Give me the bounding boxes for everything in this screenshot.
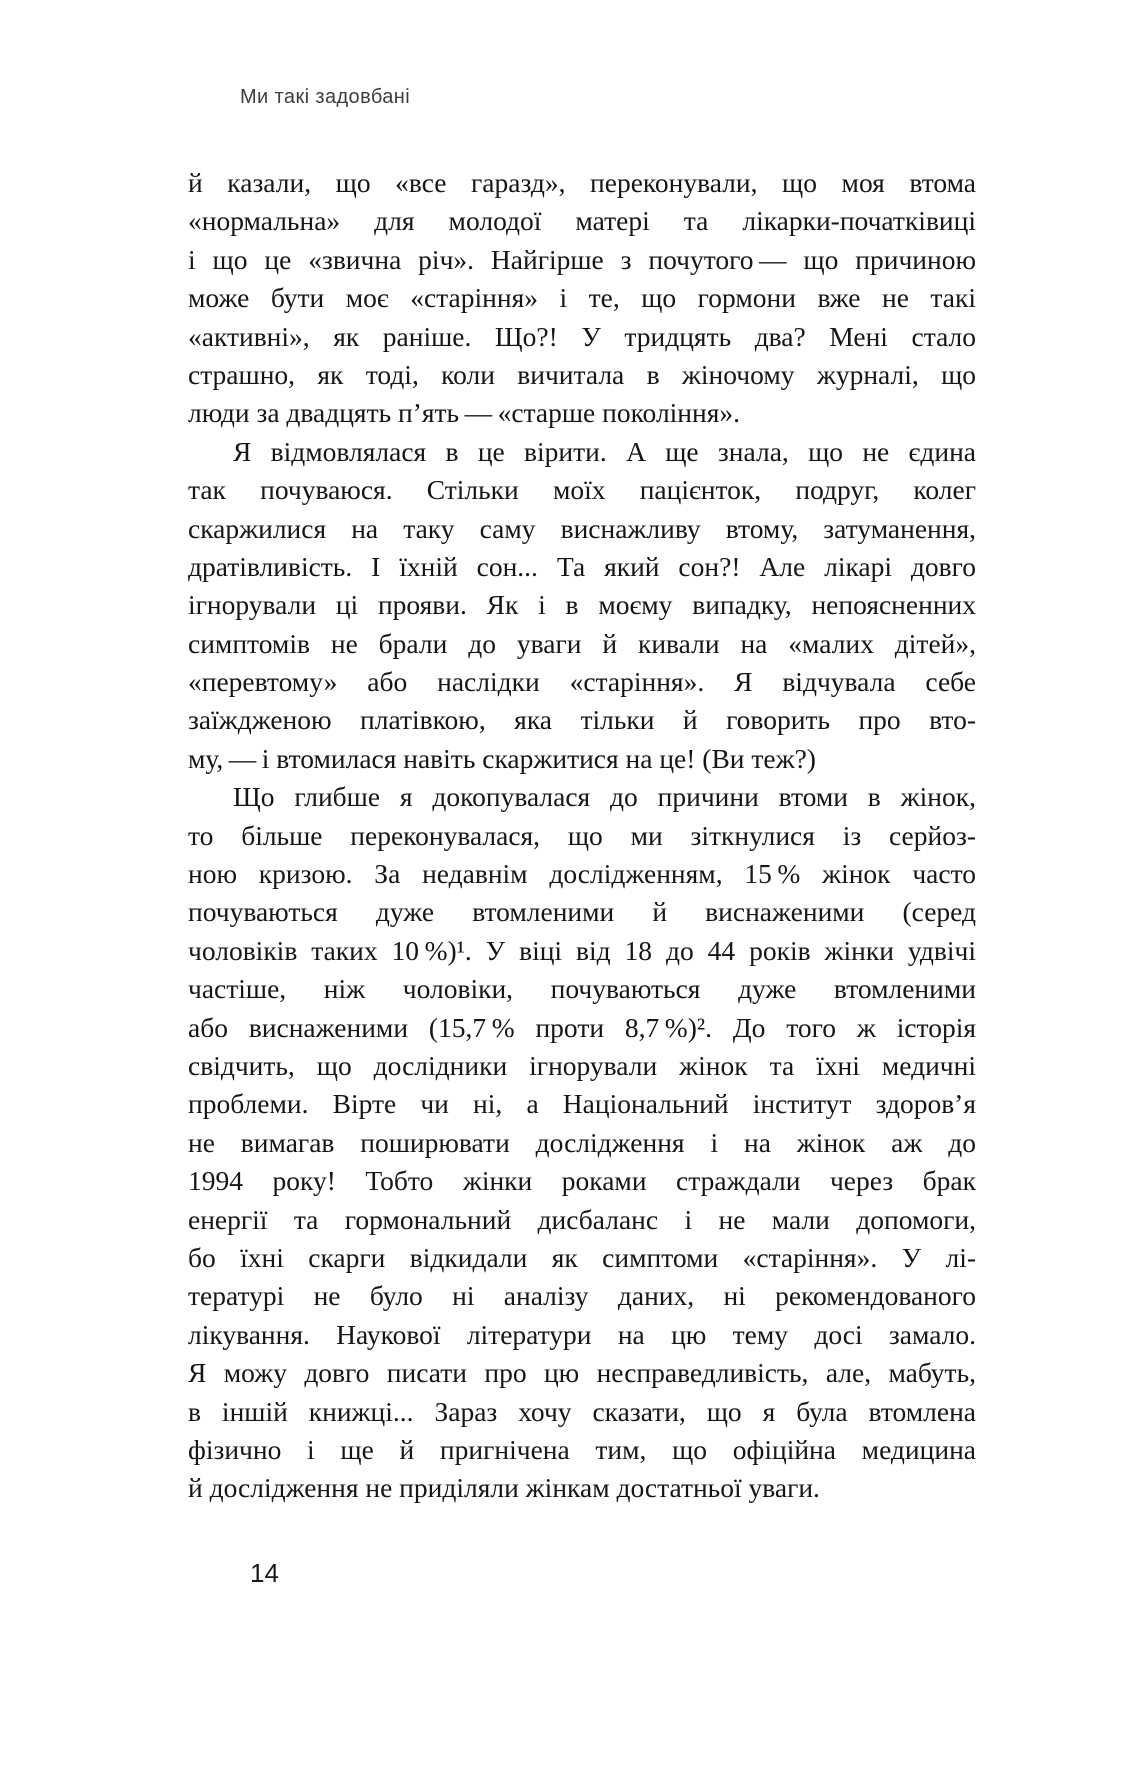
text-line: чоловіків таких 10 %)¹. У віці від 18 до 44 років жінки удвічі (188, 934, 976, 966)
text-line: скаржилися на таку саму виснажливу втому, затуманення, (188, 512, 976, 544)
text-line: лікування. Наукової літератури на цю тему досі замало. (188, 1318, 976, 1350)
text-line: проблеми. Вірте чи ні, а Національний інститут здоров’я (188, 1088, 976, 1120)
text-line: «активні», як раніше. Що?! У тридцять два? Мені стало (188, 320, 976, 352)
text-line: в іншій книжці... Зараз хочу сказати, що я була втомлена (188, 1395, 976, 1427)
body-text-block (188, 164, 976, 1508)
paragraph (188, 164, 976, 433)
text-line: ною кризою. За недавнім дослідженням, 15 % жінок часто (188, 858, 976, 890)
text-line: тературі не було ні аналізу даних, ні рекомендованого (188, 1280, 976, 1312)
running-header: Ми такі задовбані (240, 86, 411, 108)
text-line: дратівливість. І їхній сон... Та який сон?! Але лікарі довго (188, 550, 976, 582)
text-line: 1994 року! Тобто жінки роками страждали через брак (188, 1165, 976, 1197)
text-line: Що глибше я докопувалася до причини втоми в жінок, (233, 781, 976, 813)
text-line: не вимагав поширювати дослідження і на жінок аж до (188, 1126, 976, 1158)
text-line: енергії та гормональний дисбаланс і не мали допомоги, (188, 1203, 976, 1235)
text-line: фізично і ще й пригнічена тим, що офіційна медицина (188, 1433, 976, 1465)
text-line: ігнорували ці прояви. Як і в моєму випадку, непоясненних (188, 589, 976, 621)
text-line: заїждженою платівкою, яка тільки й говорить про вто- (188, 704, 976, 736)
text-line: так почуваюся. Стільки моїх пацієнток, подруг, колег (188, 474, 976, 506)
text-line: свідчить, що дослідники ігнорували жінок та їхні медичні (188, 1049, 976, 1081)
paragraph (188, 778, 976, 1507)
text-line: «нормальна» для молодої матері та лікарки-початківиці (188, 205, 976, 237)
text-line: Я відмовлялася в це вірити. А ще знала, що не єдина (233, 435, 976, 467)
text-line: почуваються дуже втомленими й виснаженими (серед (188, 896, 976, 928)
page-number: 14 (250, 1558, 279, 1588)
text-line: му, — і втомилася навіть скаржитися на це! (Ви теж?) (188, 742, 816, 774)
paragraph (188, 433, 976, 779)
text-line: «перевтому» або наслідки «старіння». Я відчувала себе (188, 666, 976, 698)
text-line: бо їхні скарги відкидали як симптоми «старіння». У лі- (188, 1241, 976, 1273)
text-line: симптомів не брали до уваги й кивали на «малих дітей», (188, 627, 976, 659)
text-line: може бути моє «старіння» і те, що гормони вже не такі (188, 282, 976, 314)
text-line: й казали, що «все гаразд», переконували, що моя втома (188, 167, 976, 198)
text-line: страшно, як тоді, коли вичитала в жіночому журналі, що (188, 358, 976, 390)
text-line: частіше, ніж чоловіки, почуваються дуже втомленими (188, 973, 976, 1005)
text-line: і що це «звична річ». Найгірше з почутого — що причиною (188, 243, 976, 275)
text-line: й дослідження не приділяли жінкам достатньої уваги. (188, 1472, 820, 1504)
text-line: люди за двадцять п’ять — «старше покоління». (188, 397, 741, 429)
text-line: або виснаженими (15,7 % проти 8,7 %)². До того ж історія (188, 1011, 976, 1043)
text-line: Я можу довго писати про цю несправедливість, але, мабуть, (188, 1357, 976, 1389)
text-line: то більше переконувалася, що ми зіткнулися із серйоз- (188, 819, 976, 851)
